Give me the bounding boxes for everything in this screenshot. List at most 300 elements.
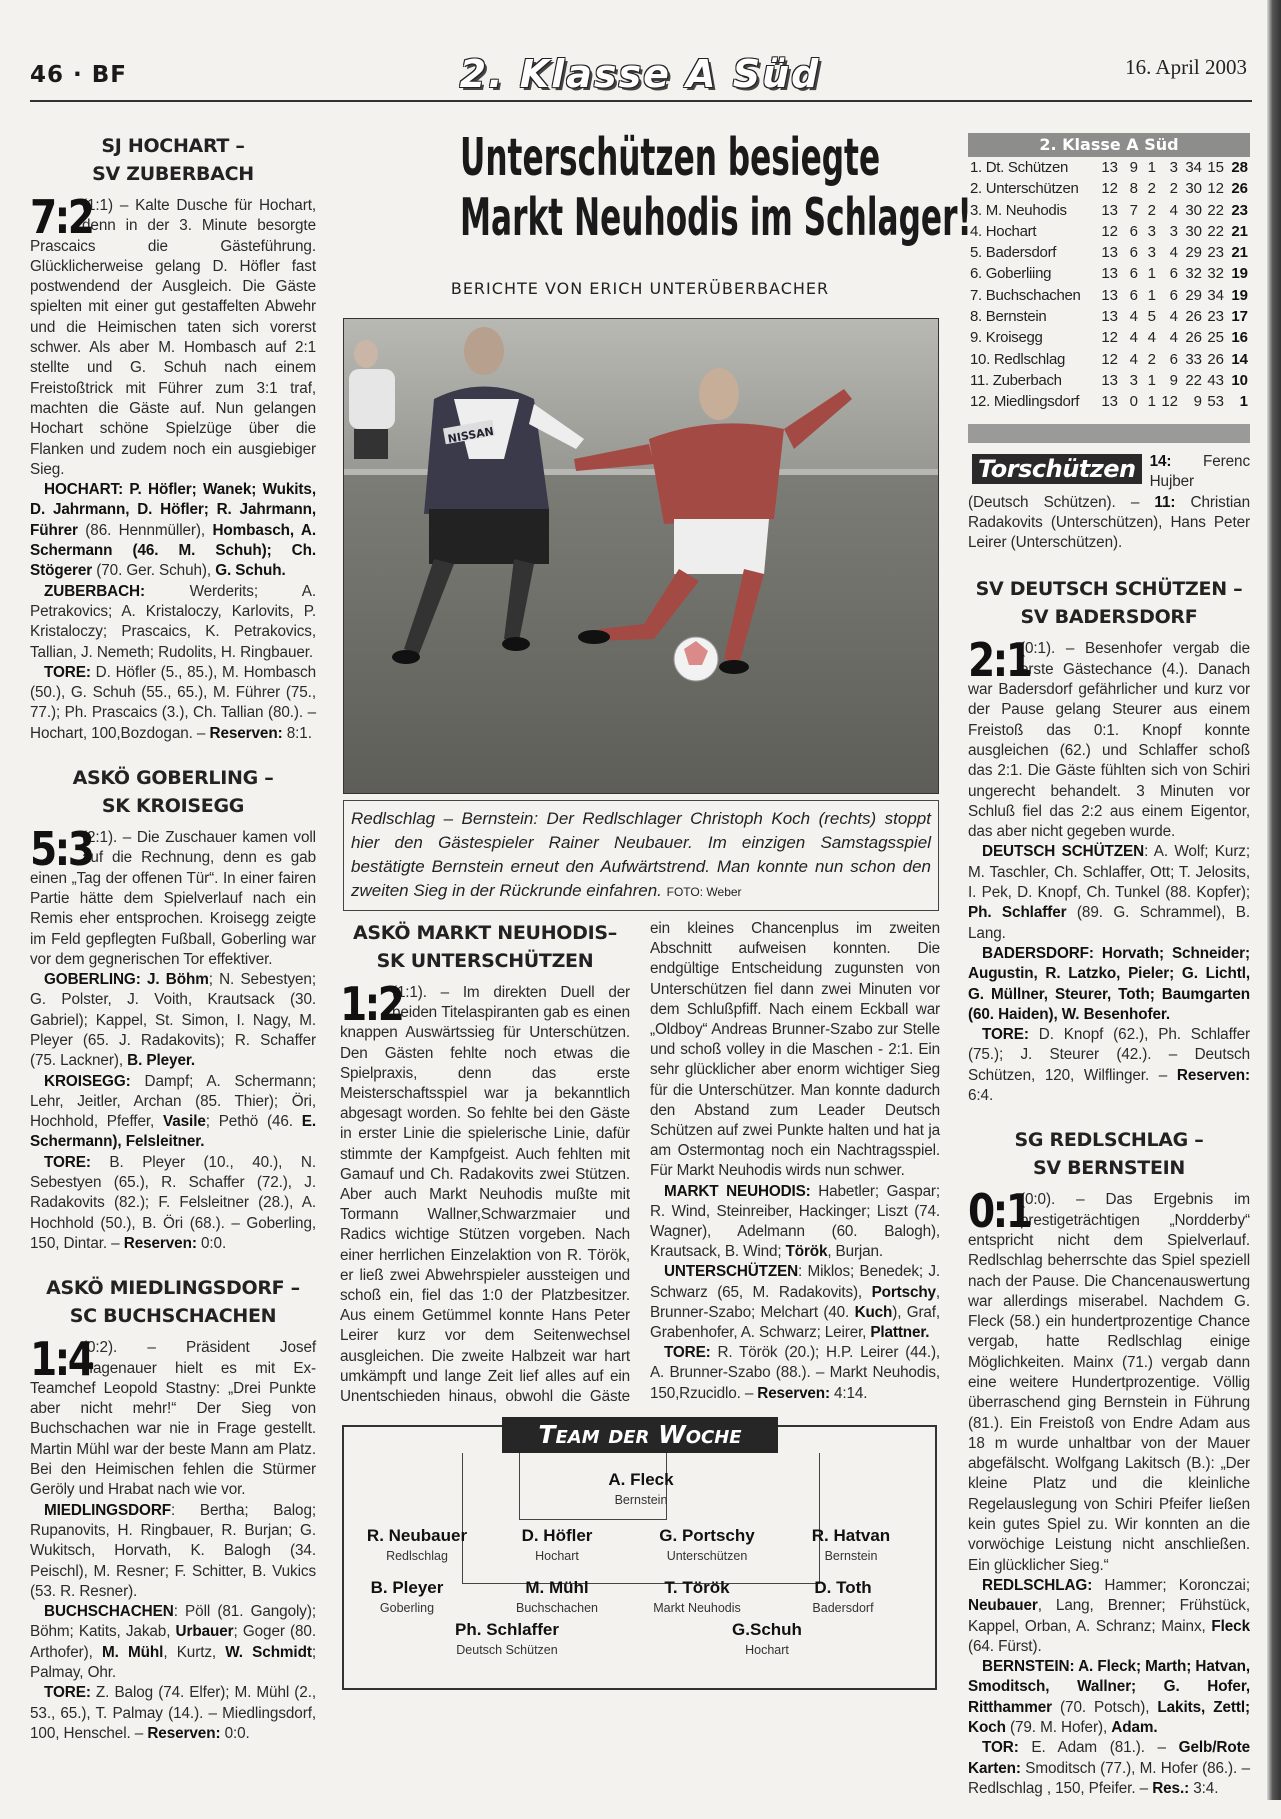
text: 8:1. [282,724,312,742]
bold-text: Reserven: [757,1384,830,1402]
cell-losses: 3 [1169,222,1178,240]
text: ; Goger (80. Arthofer), [30,1623,316,1661]
table-row [968,178,1250,199]
report-text: (0:1). – Besenhofer vergab die erste Gästechance (4.). Danach war Badersdorf gefährlicher und kurz vor der Pause gelang Steurer aus einem Freistoß das 0:1. Knopf konnte ausgleichen (62.) und Schlaffer schoß das 2:1. Die Gäste fühlten sich von Schiri ungerecht behandelt. 3 Minuten vor Schluß fiel das 2:2 aus einem Eigentor, das aber nicht gegeben wurde. [968,640,1250,841]
cell-draws: 3 [1147,244,1156,262]
table-row [968,306,1250,327]
match-score: 7:2 [30,190,93,244]
cell-points: 16 [1231,329,1248,347]
cell-games: 12 [1101,329,1118,347]
text: (86. Hennmüller), [77,521,213,539]
cell-points: 21 [1231,244,1248,262]
cell-draws: 5 [1147,308,1156,326]
bold-text: Neubauer [968,1597,1038,1615]
lineup-paragraph [30,1153,316,1254]
header-rule [30,100,1252,102]
lineup-paragraph [968,1576,1250,1657]
cell-points: 10 [1231,371,1248,389]
cell-losses: 2 [1169,180,1178,198]
bold-text: ZUBERBACH: [44,582,145,600]
bold-text: M. Mühl [102,1643,164,1661]
cell-draws: 2 [1147,180,1156,198]
team-player [432,1619,582,1659]
cell-goals-for: 30 [1185,180,1202,198]
report-lead [30,822,316,970]
lineup-paragraph [968,1025,1250,1106]
text: 6:4. [968,1087,994,1105]
bold-text: Urbauer [175,1623,234,1641]
lineup-paragraph [650,1182,940,1263]
team-of-the-week-box [342,1420,937,1690]
lineup-paragraph [30,480,316,581]
cell-wins: 8 [1129,180,1138,198]
middle-article [340,919,940,1407]
bold-text: 14: [1149,453,1172,470]
report-text: (2:1). – Die Zuschauer kamen voll auf die Rechnung, denn es gab einen „Tag der offenen Tür“. In einer fairen Partie hätte dem Spielverlauf nach ein Remis eher entsprochen. Kroisegg zeigte im Feld gepflegten Fußball, Goberling war vor dem gegnerischen Tor effektiver. [30,829,316,968]
bold-text: DEUTSCH SCHÜTZEN [982,843,1145,861]
bold-text: UNTERSCHÜTZEN [664,1263,799,1281]
cell-wins: 0 [1129,393,1138,411]
cell-points: 1 [1239,393,1248,411]
team-player [768,1577,918,1617]
match-title [968,1126,1250,1182]
text: : Miklos; Benedek; J. Schwarz (65, M. Radakovits), [650,1263,940,1301]
text: (70. Potsch), [1052,1698,1158,1716]
cell-wins: 4 [1129,308,1138,326]
player-name: M. Mühl [525,1578,589,1598]
lineup-paragraph [968,944,1250,1025]
bold-text: TORE: [44,1684,91,1702]
text: 4:14. [829,1384,868,1402]
cell-draws: 1 [1147,159,1156,176]
text: Christian Radakovits (Unterschützen), Hans Peter Leirer (Unterschützen). [968,493,1250,552]
cell-wins: 4 [1129,329,1138,347]
cell-losses: 6 [1169,286,1178,304]
byline: BERICHTE VON ERICH UNTERÜBERBACHER [450,279,830,298]
team-line: ASKÖ MIEDLINGSDORF – [46,1277,300,1300]
lineup-paragraph [30,1072,316,1153]
bold-text: Plattner. [870,1324,930,1342]
cell-team-name: 11. Zuberbach [970,371,1062,389]
cell-wins: 6 [1129,222,1138,240]
cell-goals-for: 30 [1185,222,1202,240]
cell-games: 12 [1101,222,1118,240]
bold-text: Reserven: [147,1724,221,1742]
cell-team-name: 3. M. Neuhodis [970,201,1067,219]
cell-games: 12 [1101,350,1118,368]
player-club: Markt Neuhodis [653,1601,741,1616]
match-report [30,132,316,744]
cell-points: 19 [1231,265,1248,283]
team-line: SV ZUBERBACH [92,163,254,185]
middle-column [340,800,940,1690]
team-player [692,1619,842,1659]
team-player [566,1469,716,1509]
player-name: G. Portschy [659,1526,755,1546]
team-line: SJ HOCHART – [101,135,245,157]
team-of-the-week-title: Team der Woche [502,1417,778,1453]
cell-games: 13 [1101,286,1118,304]
player-name: Ph. Schlaffer [455,1620,559,1640]
cell-wins: 6 [1129,244,1138,262]
team-line: SV BADERSDORF [1020,606,1198,629]
text: R. Török (20.); H.P. Leirer (44.), A. Brunner-Szabo (88.). – Markt Neuhodis, 150,Rzucidlo. – [650,1344,940,1402]
player-name: R. Hatvan [811,1526,891,1546]
cell-games: 13 [1101,265,1118,283]
cell-team-name: 1. Dt. Schützen [970,159,1069,176]
cell-losses: 6 [1169,350,1178,368]
text: Ferenc Hujber (Deutsch Schützen). – [968,453,1250,511]
cell-wins: 6 [1129,286,1138,304]
team-line: SG REDLSCHLAG – [1014,1129,1204,1152]
cell-wins: 7 [1129,201,1138,219]
text: D. Knopf (62.), Ph. Schlaffer (75.); J. Steurer (42.). – Deutsch Schützen, 120, Wilflinger. – [968,1026,1250,1084]
table-row [968,157,1250,178]
cell-points: 14 [1231,350,1248,368]
cell-team-name: 10. Redlschlag [970,350,1066,368]
shirt-sponsor: NISSAN [446,424,495,446]
text: ), Graf, Grabenhofer, A. Schwarz; Leirer, [650,1303,940,1342]
cell-wins: 3 [1129,371,1138,389]
headline-line: Markt Neuhodis im Schlager! [460,188,972,248]
team-line: SC BUCHSCHACHEN [69,1305,277,1328]
lineup-paragraph [650,1343,940,1404]
text: Hammer; Koronczai; [1092,1576,1250,1594]
cell-points: 23 [1231,201,1248,219]
match-report [30,1274,316,1744]
cell-losses: 12 [1161,393,1178,411]
match-title [30,1274,316,1330]
cell-team-name: 4. Hochart [970,222,1037,240]
cell-goals-for: 34 [1185,159,1202,176]
table-row [968,391,1250,412]
bold-text: KROISEGG: [44,1072,131,1090]
top-scorers-badge: Torschützen [972,454,1142,484]
match-report [968,1126,1250,1799]
player-name: A. Fleck [608,1470,674,1490]
cell-goals-for: 26 [1185,329,1202,347]
bold-text: B. Pleyer. [127,1052,196,1070]
table-row [968,370,1250,391]
bold-text: Adam. [1111,1719,1158,1737]
cell-goals-against: 23 [1207,244,1224,262]
cell-goals-for: 33 [1185,350,1202,368]
bold-text: Reserven: [123,1234,197,1252]
cell-draws: 2 [1147,350,1156,368]
lineup-paragraph [968,1738,1250,1799]
cell-goals-against: 34 [1207,286,1224,304]
bold-text: MARKT NEUHODIS: [664,1182,811,1200]
report-text: (1:1). – Im direkten Duell der beiden Titelaspiranten gab es einen knappen Auswärtssieg für Unterschützen. Den Gästen fehlte noch etwas die Spielpraxis, denn das erste Meisterschaftsspiel war ja bekanntlich abgesagt worden. So fehlte bei den Gäste in erster Linie die spielerische Linie, dafür stimmte der Kampfgeist. Auch fehlten mit Gamauf und Ch. Radakovits zwei Stützen. Aber auch Markt Neuhodis mußte mit Tormann Wallner,Schwarzmaier und Radics wichtige Stützen vorgeben. Nach einer herrlichen Einzelaktion von R. Török, er ließ zwei Abwehrspieler aussteigen und schoß ein, fiel das 1:0 der Platzbesitzer. Aus einem Getümmel konnte Hans Peter Leirer kurz vor dem Seitenwechsel ausgleichen. Die zweite Halbzeit war hart umkämpft und lange Zeit lief alles auf ein Unentschieden hinaus, obwohl die Gäste ein kleines Chancenplus im zweiten Abschnitt aufweisen konnten. Die endgültige Entscheidung zugunsten von Unterschützen fiel dann zwei Minuten vor dem Schlußpfiff. Nach einem Eckball war „Oldboy“ Andreas Brunner-Szabo zur Stelle und schoß volley in die Maschen - 2:1. Ein sehr glücklicher aber enorm wichtiger Sieg für die Unterschützer. Man konnte dadurch den Abstand zum Leader Deutsch Schützen auf zwei Punkte halten und hat ja am Ostermontag noch ein Nachtragsspiel. Für Markt Neuhodis wirds nun schwer. [340,920,940,1406]
bold-text: Török [785,1243,828,1261]
cell-goals-against: 26 [1207,350,1224,368]
cell-games: 13 [1101,244,1118,262]
caption-text: Redlschlag – Bernstein: Der Redlschlager Christoph Koch (rechts) stoppt hier den Gästespieler Rainer Neubauer. Im einzigen Samstagsspiel bestätigte Bernstein erneut den Aufwärtstrend. Man konnte nun schon den zweiten Sieg in der Rückrunde einfahren. [351,809,931,900]
text: , Brunner-Szabo; Melchart (40. [650,1283,940,1321]
cell-points: 19 [1231,286,1248,304]
text: Dampf; A. Schermann; Lehr, Jeitler, Archan (85. Thier); Öri, Hochhold, Pfeffer, [30,1072,316,1131]
headline [340,128,972,248]
cell-draws: 1 [1147,265,1156,283]
bold-text: BADERSDORF: Horvath; Schneider; Augustin, R. Latzko, Pieler; G. Lichtl, G. Müllner, Steurer, Toth; Baumgarten (60. Haiden), W. Besenhofer. [968,944,1250,1023]
photo-credit: FOTO: Weber [666,885,742,899]
cell-team-name: 8. Bernstein [970,308,1047,326]
text: ; Palmay, Ohr. [30,1643,316,1681]
right-column [968,452,1250,1819]
lineup-paragraph [968,842,1250,943]
text: Habetler; Gaspar; R. Wind, Steinreiber, Hackinger; Liszt (74. Wagner), Adelmann (60. Balogh), Krautsack, B. Wind; [650,1182,940,1261]
text: (64. Fürst). [968,1637,1042,1655]
match-report [340,919,940,1407]
report-lead [968,1184,1250,1576]
bold-text: Gelb/Rote Karten: [968,1739,1250,1777]
team-line: ASKÖ MARKT NEUHODIS– [353,922,617,944]
match-score: 2:1 [968,633,1031,688]
table-row [968,221,1250,242]
player-club: Bernstein [824,1549,878,1564]
team-line: SK KROISEGG [101,795,245,818]
bold-text: Reserven: [1176,1066,1250,1084]
cell-losses: 4 [1169,201,1178,219]
bold-text: Fleck [1211,1617,1250,1635]
cell-losses: 3 [1169,159,1178,176]
text: (89. G. Schrammel), B. Lang. [968,904,1250,942]
lineup-paragraph [968,1657,1250,1738]
match-report [30,764,316,1254]
bold-text: TORE: [664,1344,711,1362]
text: 3:4. [1189,1779,1219,1797]
match-photo [343,318,939,794]
player-name: R. Neubauer [366,1526,468,1546]
match-title [30,764,316,820]
issue-date: 16. April 2003 [1125,55,1247,79]
cell-points: 17 [1231,308,1248,326]
player-club: Hochart [745,1643,789,1658]
photo-caption [343,800,939,911]
player-club: Badersdorf [812,1601,874,1616]
cell-goals-against: 32 [1207,265,1224,283]
cell-wins: 4 [1129,350,1138,368]
team-player [342,1525,492,1565]
table-row [968,200,1250,221]
cell-losses: 9 [1169,371,1178,389]
text: (79. M. Hofer), [1005,1719,1112,1737]
section-title: 2. Klasse A Süd [459,52,821,96]
team-player [622,1577,772,1617]
match-score: 0:1 [968,1184,1031,1239]
bold-text: TOR: [982,1739,1019,1757]
cell-goals-against: 15 [1207,159,1224,176]
lineup-paragraph [30,1602,316,1683]
cell-goals-for: 30 [1185,201,1202,219]
cell-goals-for: 29 [1185,286,1202,304]
player-name: B. Pleyer [370,1578,444,1598]
bold-text: TORE: [44,663,91,681]
text: B. Pleyer (10., 40.), N. Sebestyen (65.), R. Schaffer (72.), J. Radakovits (82.); F. Felsleitner (28.), A. Hochhold (50.), B. Öri (68.). – Goberling, 150, Dintar. – [30,1153,316,1252]
player-club: Bernstein [614,1493,668,1508]
cell-team-name: 7. Buchschachen [970,286,1081,304]
league-table [968,133,1250,413]
player-name: T. Török [664,1578,730,1598]
cell-draws: 2 [1147,201,1156,219]
cell-games: 13 [1101,201,1118,219]
cell-points: 28 [1231,159,1248,176]
cell-points: 26 [1231,180,1248,198]
report-lead [30,1332,316,1500]
text: : Bertha; Balog; Rupanovits, H. Ringbauer, R. Burjan; G. Wukitsch, Horvath, K. Balogh (34. Peischl), M. Resner; F. Schitter, B. Vukics (53. R. Resner). [30,1501,316,1600]
text: , Lang, Brenner; Frühstück, Kappel, Orban, A. Schranz; Mainx, [968,1597,1250,1635]
cell-goals-for: 9 [1193,393,1202,411]
text: 0:0. [196,1234,227,1252]
team-player [332,1577,482,1617]
cell-games: 13 [1101,159,1118,176]
cell-wins: 9 [1129,159,1138,176]
lineup-paragraph [30,663,316,744]
cell-games: 13 [1101,371,1118,389]
bold-text: REDLSCHLAG: [982,1576,1093,1594]
team-line: SV BERNSTEIN [1033,1157,1185,1180]
report-lead [968,633,1250,842]
bold-text: HOCHART: P. Höfler; Wanek; Wukits, D. Jahrmann, D. Höfler; R. Jahrmann, Führer [30,481,316,539]
match-report [968,575,1250,1106]
text: D. Höfler (5., 85.), M. Hombasch (50.), G. Schuh (55., 65.), M. Führer (75., 77.); Ph. Prascaics (3.), Ch. Tallian (80.). – Hochart, 100,Bozdogan. – [30,663,316,742]
left-column [30,132,316,1764]
bold-text: Reserven: [209,724,283,742]
bold-text: Kuch [854,1303,893,1321]
bold-text: Portschy [871,1283,936,1301]
cell-team-name: 2. Unterschützen [970,180,1079,198]
page-binding-shadow [1267,0,1281,1800]
cell-goals-against: 53 [1207,393,1224,411]
text: Smoditsch (77.), M. Hofer (86.). – Redlschlag , 150, Pfeifer. – [968,1759,1250,1797]
cell-team-name: 9. Kroisegg [970,329,1043,347]
cell-draws: 4 [1147,329,1156,347]
text: E. Adam (81.). – [1018,1739,1179,1757]
player-club: Unterschützen [666,1549,748,1564]
cell-losses: 4 [1169,308,1178,326]
cell-goals-for: 22 [1185,371,1202,389]
match-score: 1:4 [30,1332,93,1387]
player-club: Buchschachen [515,1601,598,1616]
player-name: G.Schuh [732,1620,802,1640]
table-row [968,349,1250,370]
cell-goals-against: 43 [1207,371,1224,389]
player-club: Goberling [379,1601,435,1616]
table-row [968,285,1250,306]
bold-text: E. Schermann), Felsleitner. [30,1113,316,1151]
player-name: D. Höfler [521,1526,593,1546]
cell-goals-against: 25 [1207,329,1224,347]
table-row [968,263,1250,284]
text: : A. Wolf; Kurz; M. Taschler, Ch. Schlaffer, Ott; T. Jelosits, I. Pek, D. Knopf, Ch. Tunkel (88. Kopfer); [968,843,1251,902]
player-club: Deutsch Schützen [456,1643,558,1658]
team-player [482,1525,632,1565]
bold-text: Ph. Schlaffer [968,904,1067,922]
cell-goals-against: 22 [1207,201,1224,219]
report-lead [30,190,316,480]
bold-text: Vasile [162,1113,206,1131]
match-title [340,919,630,975]
league-table-footer-bar [968,424,1250,443]
bold-text: GOBERLING: J. Böhm [44,971,209,989]
bold-text: Res.: [1152,1779,1190,1797]
lineup-paragraph [650,1262,940,1343]
text: , Kurtz, [163,1643,226,1661]
football-players-image [344,319,938,793]
cell-team-name: 6. Goberliing [970,265,1052,283]
cell-points: 21 [1231,222,1248,240]
player-club: Redlschlag [386,1549,448,1564]
cell-games: 13 [1101,393,1118,411]
bold-text: 11: [1154,493,1176,511]
cell-goals-against: 22 [1207,222,1224,240]
bold-text: Lakits, Zettl; Koch [968,1698,1250,1737]
team-player [482,1577,632,1617]
match-title [30,132,316,188]
team-line: SV DEUTSCH SCHÜTZEN – [975,578,1243,601]
middle-article-body [340,919,940,1407]
bold-text: TORE: [44,1153,91,1171]
lineup-paragraph [30,1683,316,1744]
table-row [968,327,1250,348]
text: ; N. Sebestyen; G. Polster, J. Voith, Krautsack (30. Gabriel); Kappel, St. Simon, I. Nagy, M. Pleyer (65. J. Radakovits); R. Schaffer (75. Lackner), [30,971,316,1070]
bold-text: TORE: [982,1026,1029,1044]
headline-line: Unterschützen besiegte [460,128,881,188]
cell-team-name: 5. Badersdorf [970,244,1057,262]
cell-draws: 3 [1147,222,1156,240]
cell-draws: 1 [1147,371,1156,389]
cell-goals-for: 29 [1185,244,1202,262]
cell-losses: 6 [1169,265,1178,283]
text: , Burjan. [827,1243,883,1261]
bold-text: BUCHSCHACHEN [44,1603,174,1621]
match-score: 5:3 [30,822,93,877]
league-table-rows [968,157,1250,413]
top-scorers [968,452,1250,553]
text: : Pöll (81. Gangoly); Böhm; Katits, Jakab, [30,1603,316,1641]
team-line: SK UNTERSCHÜTZEN [376,950,594,972]
match-title [968,575,1250,631]
team-player [776,1525,926,1565]
cell-goals-for: 32 [1185,265,1202,283]
page-number: 46 · BF [30,62,128,88]
text: ; Pethö (46. [205,1113,302,1131]
cell-goals-against: 12 [1207,180,1224,198]
text: Z. Balog (74. Elfer); M. Mühl (2., 53., 65.), T. Palmay (14.). – Miedlingsdorf, 100, Henschel. – [30,1684,316,1742]
cell-games: 12 [1101,180,1118,198]
bold-text: MIEDLINGSDORF [44,1501,172,1519]
team-line: ASKÖ GOBERLING – [72,767,274,790]
cell-losses: 4 [1169,329,1178,347]
cell-draws: 1 [1147,286,1156,304]
bold-text: Hombasch, A. Schermann (46. M. Schuh); Ch. Stögerer [30,521,316,580]
match-score: 1:2 [340,977,403,1031]
cell-games: 13 [1101,308,1118,326]
bold-text: W. Schmidt [225,1643,312,1661]
text: Werderits; A. Petrakovics; A. Kristaloczy, Karlovits, P. Kristaloczy; Prascaics, K. Petrakovics, Tallian, J. Nemeth; Rudolits, H. Ringbauer. [30,582,316,661]
cell-wins: 6 [1129,265,1138,283]
player-name: D. Toth [814,1578,872,1598]
text: (70. Ger. Schuh), [92,562,216,580]
lineup-paragraph [30,582,316,663]
text: 0:0. [220,1724,250,1742]
bold-text: G. Schuh. [215,562,286,580]
lineup-paragraph [30,1501,316,1602]
cell-goals-against: 23 [1207,308,1224,326]
report-text: (0:2). – Präsident Josef Hagenauer hielt es mit Ex-Teamchef Leopold Stastny: „Drei Punkte aber nicht mehr!“ Der Sieg von Buchschachen war nie in Frage gestellt. Martin Mühl war der beste Mann am Platz. Bei den Heimischen fehlen die Stürmer Geröly und Hrabat nach wie vor. [30,1339,316,1499]
cell-draws: 1 [1147,393,1156,411]
league-table-title: 2. Klasse A Süd [968,133,1250,157]
